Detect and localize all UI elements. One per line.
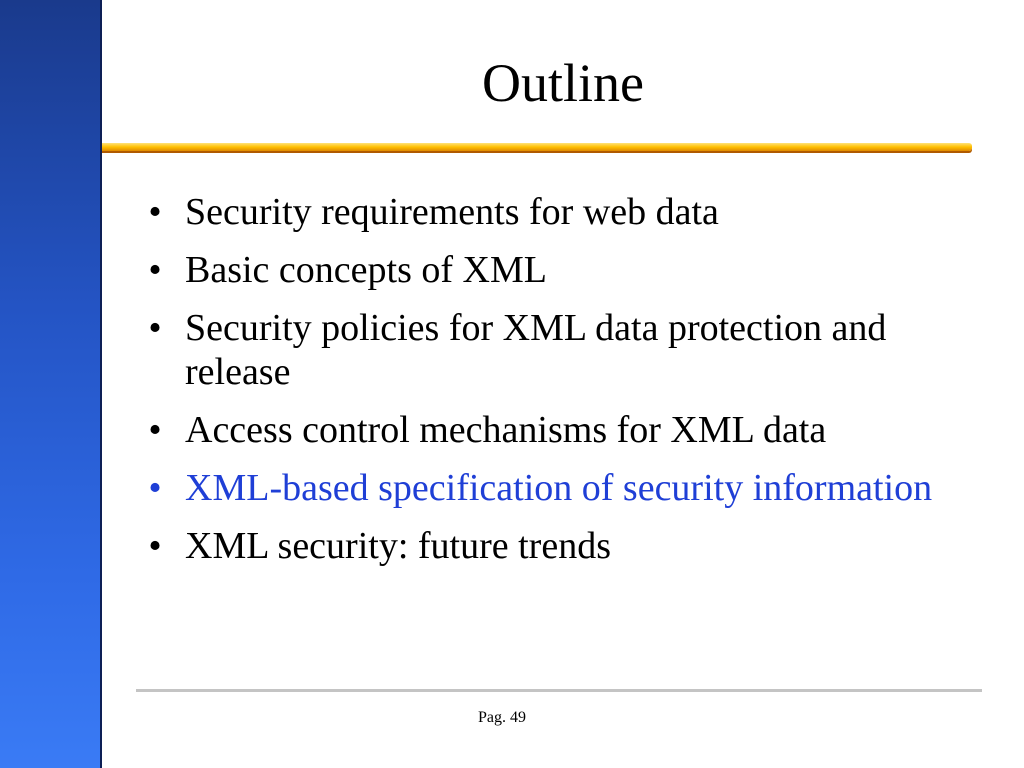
bullet-item [140, 408, 980, 452]
bullet-item [140, 248, 980, 292]
footer-divider [136, 689, 982, 692]
bullet-list [140, 190, 980, 582]
slide-title: Outline [482, 53, 644, 113]
bullet-item [140, 306, 980, 394]
left-decorative-band [0, 0, 102, 768]
bullet-marker: • [148, 307, 162, 349]
bullet-marker: • [148, 191, 162, 233]
page-number: Pag. 49 [478, 709, 526, 726]
bullet-text: Access control mechanisms for XML data [185, 409, 827, 451]
title-underline-rule [102, 143, 972, 151]
bullet-text: Security policies for XML data protection and release [185, 307, 887, 393]
bullet-text: Basic concepts of XML [185, 249, 547, 291]
bullet-marker: • [148, 409, 162, 451]
bullet-item-highlighted [140, 466, 980, 510]
bullet-text: XML security: future trends [185, 525, 611, 567]
bullet-item [140, 190, 980, 234]
bullet-marker: • [148, 467, 162, 509]
bullet-marker: • [148, 525, 162, 567]
bullet-text: Security requirements for web data [185, 191, 719, 233]
bullet-text: XML-based specification of security information [185, 467, 933, 509]
bullet-item [140, 524, 980, 568]
bullet-marker: • [148, 249, 162, 291]
